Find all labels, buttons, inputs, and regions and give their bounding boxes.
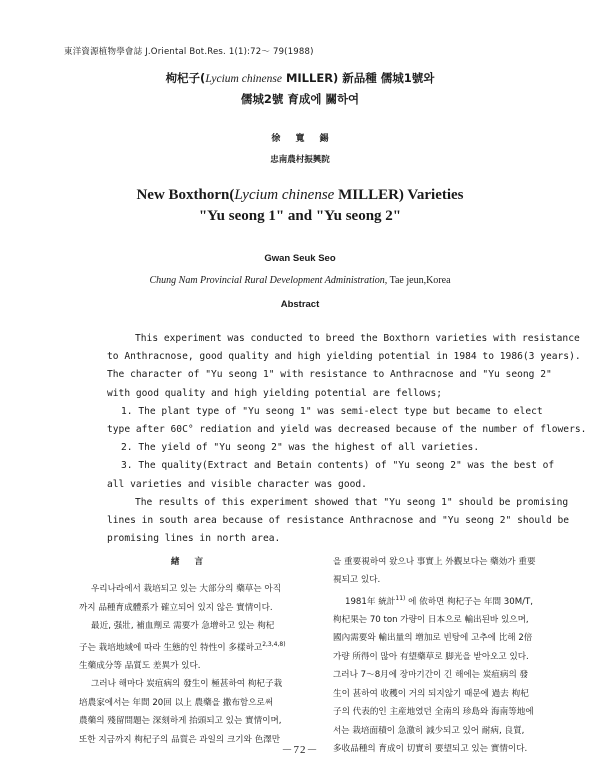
left-column [79, 553, 301, 749]
korean-title-pre: 枸杞子( [165, 71, 206, 85]
body-line: 까지 品種育成體系가 確立되어 있지 않은 實情이다. [79, 602, 273, 613]
journal-header: 東洋資源植物學會誌 J.Oriental Bot.Res. 1(1):72～ 79(1988) [64, 47, 314, 57]
korean-title-species: Lycium chinense [205, 73, 282, 85]
body-line: 우리나라에서 栽培되고 있는 大部分의 藥草는 아직 [91, 584, 282, 595]
abstract-heading: Abstract [280, 299, 320, 310]
body-line-text: 1981年 統計$^{11)}$ 에 依하면 枸杞子는 年間 30M/T, [345, 594, 534, 607]
body-line: 그러나 해마다 炭疽病의 發生이 極甚하여 枸杞子栽 [91, 679, 283, 690]
body-line: 그러나 7～8月에 장마기간이 긴 해에는 炭疽病의 發 [333, 670, 529, 681]
body-line [79, 636, 301, 657]
body-line: 多收品種의 育成이 切實히 要望되고 있는 實情이다. [333, 743, 528, 754]
reference-superscript: 11) [395, 594, 406, 602]
korean-author: 徐 寬 錫 [271, 134, 329, 144]
abstract-line: with good quality and high yielding potential are fellows; [107, 387, 443, 399]
english-title-species: Lycium chinense [234, 187, 335, 203]
body-line [333, 590, 555, 611]
introduction-heading: 緖 言 [170, 557, 210, 567]
korean-affiliation: 忠南農村振興院 [270, 155, 330, 165]
page-number: －72－ [281, 744, 319, 756]
body-line: 서는 栽培面積이 急激히 減少되고 있어 耐病, 良質, [333, 725, 525, 736]
affiliation-institution: Chung Nam Provincial Rural Development Administration, [149, 275, 388, 286]
english-title-line-2: "Yu seong 1" and "Yu seong 2" [198, 208, 402, 224]
body-line-text: 子는 栽培地域에 따라 生態的인 特性이 多樣하고 [79, 642, 263, 653]
abstract-line: lines in south area because of resistance Anthracnose and "Yu seong 2" should be [107, 515, 570, 527]
korean-title-line-2: 儒城2號 育成에 關하여 [240, 92, 360, 106]
abstract-line: type after 60C° rediation and yield was decreased because of the number of flowers. [107, 424, 587, 436]
english-title-pre: New Boxthorn( [136, 187, 235, 203]
english-author: Gwan Seuk Seo [264, 253, 336, 264]
body-line: 枸杞果는 70 ton 가량이 日本으로 輸出된바 있으며, [333, 615, 529, 626]
abstract-line: The results of this experiment showed that "Yu seong 1" should be promising [135, 496, 569, 508]
english-affiliation [0, 275, 600, 286]
body-line: 을 重要視하여 왔으나 事實上 外觀보다는 藥効가 重要 [333, 557, 536, 567]
body-line: 國內需要와 輸出量의 增加로 빈탕에 고추에 比해 2倍 [333, 633, 533, 644]
korean-title-line-1 [0, 70, 600, 86]
abstract-line: This experiment was conducted to breed the Boxthorn varieties with resistance [135, 333, 580, 344]
english-title-line-1 [0, 187, 600, 204]
body-line: 培農家에서는 年間 20回 以上 農藥을 撒布함으로써 [79, 697, 274, 708]
affiliation-city: Tae jeun,Korea [387, 275, 451, 286]
abstract-line: 1. The plant type of "Yu seong 1" was semi-elect type but became to elect [121, 405, 543, 417]
reference-superscript: 2,3,4,8) [262, 640, 286, 648]
body-line: 生藥成分等 品質도 差異가 있다. [79, 660, 201, 671]
korean-title-post: MILLER) 新品種 儒城1號와 [281, 71, 435, 85]
abstract-line: all varieties and visible character was good. [107, 478, 367, 490]
abstract-line: 3. The quality(Extract and Betain contents) of "Yu seong 2" was the best of [121, 460, 555, 472]
body-line: 또한 지금까지 枸杞子의 品質은 과일의 크기와 色澤만 [79, 734, 281, 745]
abstract-line: promising lines in north area. [107, 533, 281, 545]
abstract-body [107, 330, 587, 548]
abstract-line: 2. The yield of "Yu seong 2" was the highest of all varieties. [121, 442, 480, 454]
abstract-line: The character of "Yu seong 1" with resistance to Anthracnose and "Yu seong 2" [107, 369, 552, 381]
abstract-line: to Anthracnose, good quality and high yielding potential in 1984 to 1986(3 years). [107, 351, 581, 363]
right-column [333, 553, 555, 758]
body-line: 子의 代表的인 主産地였던 全南의 珍島와 海南等地에 [333, 707, 534, 718]
english-title-post: MILLER) Varieties [334, 187, 464, 203]
body-line: 生이 甚하여 收穫이 거의 되지않기 때문에 過去 枸杞 [333, 688, 529, 699]
body-line: 最近, 强壯, 補血劑로 需要가 急增하고 있는 枸杞 [91, 621, 275, 632]
body-line: 가량 所得이 많아 有望藥草로 脚光을 받아오고 있다. [333, 651, 529, 662]
body-line: 農藥의 殘留問題는 深刻하게 抬頭되고 있는 實情이며, [79, 716, 282, 727]
body-line: 視되고 있다. [333, 575, 381, 586]
heading-spacer [79, 571, 301, 580]
